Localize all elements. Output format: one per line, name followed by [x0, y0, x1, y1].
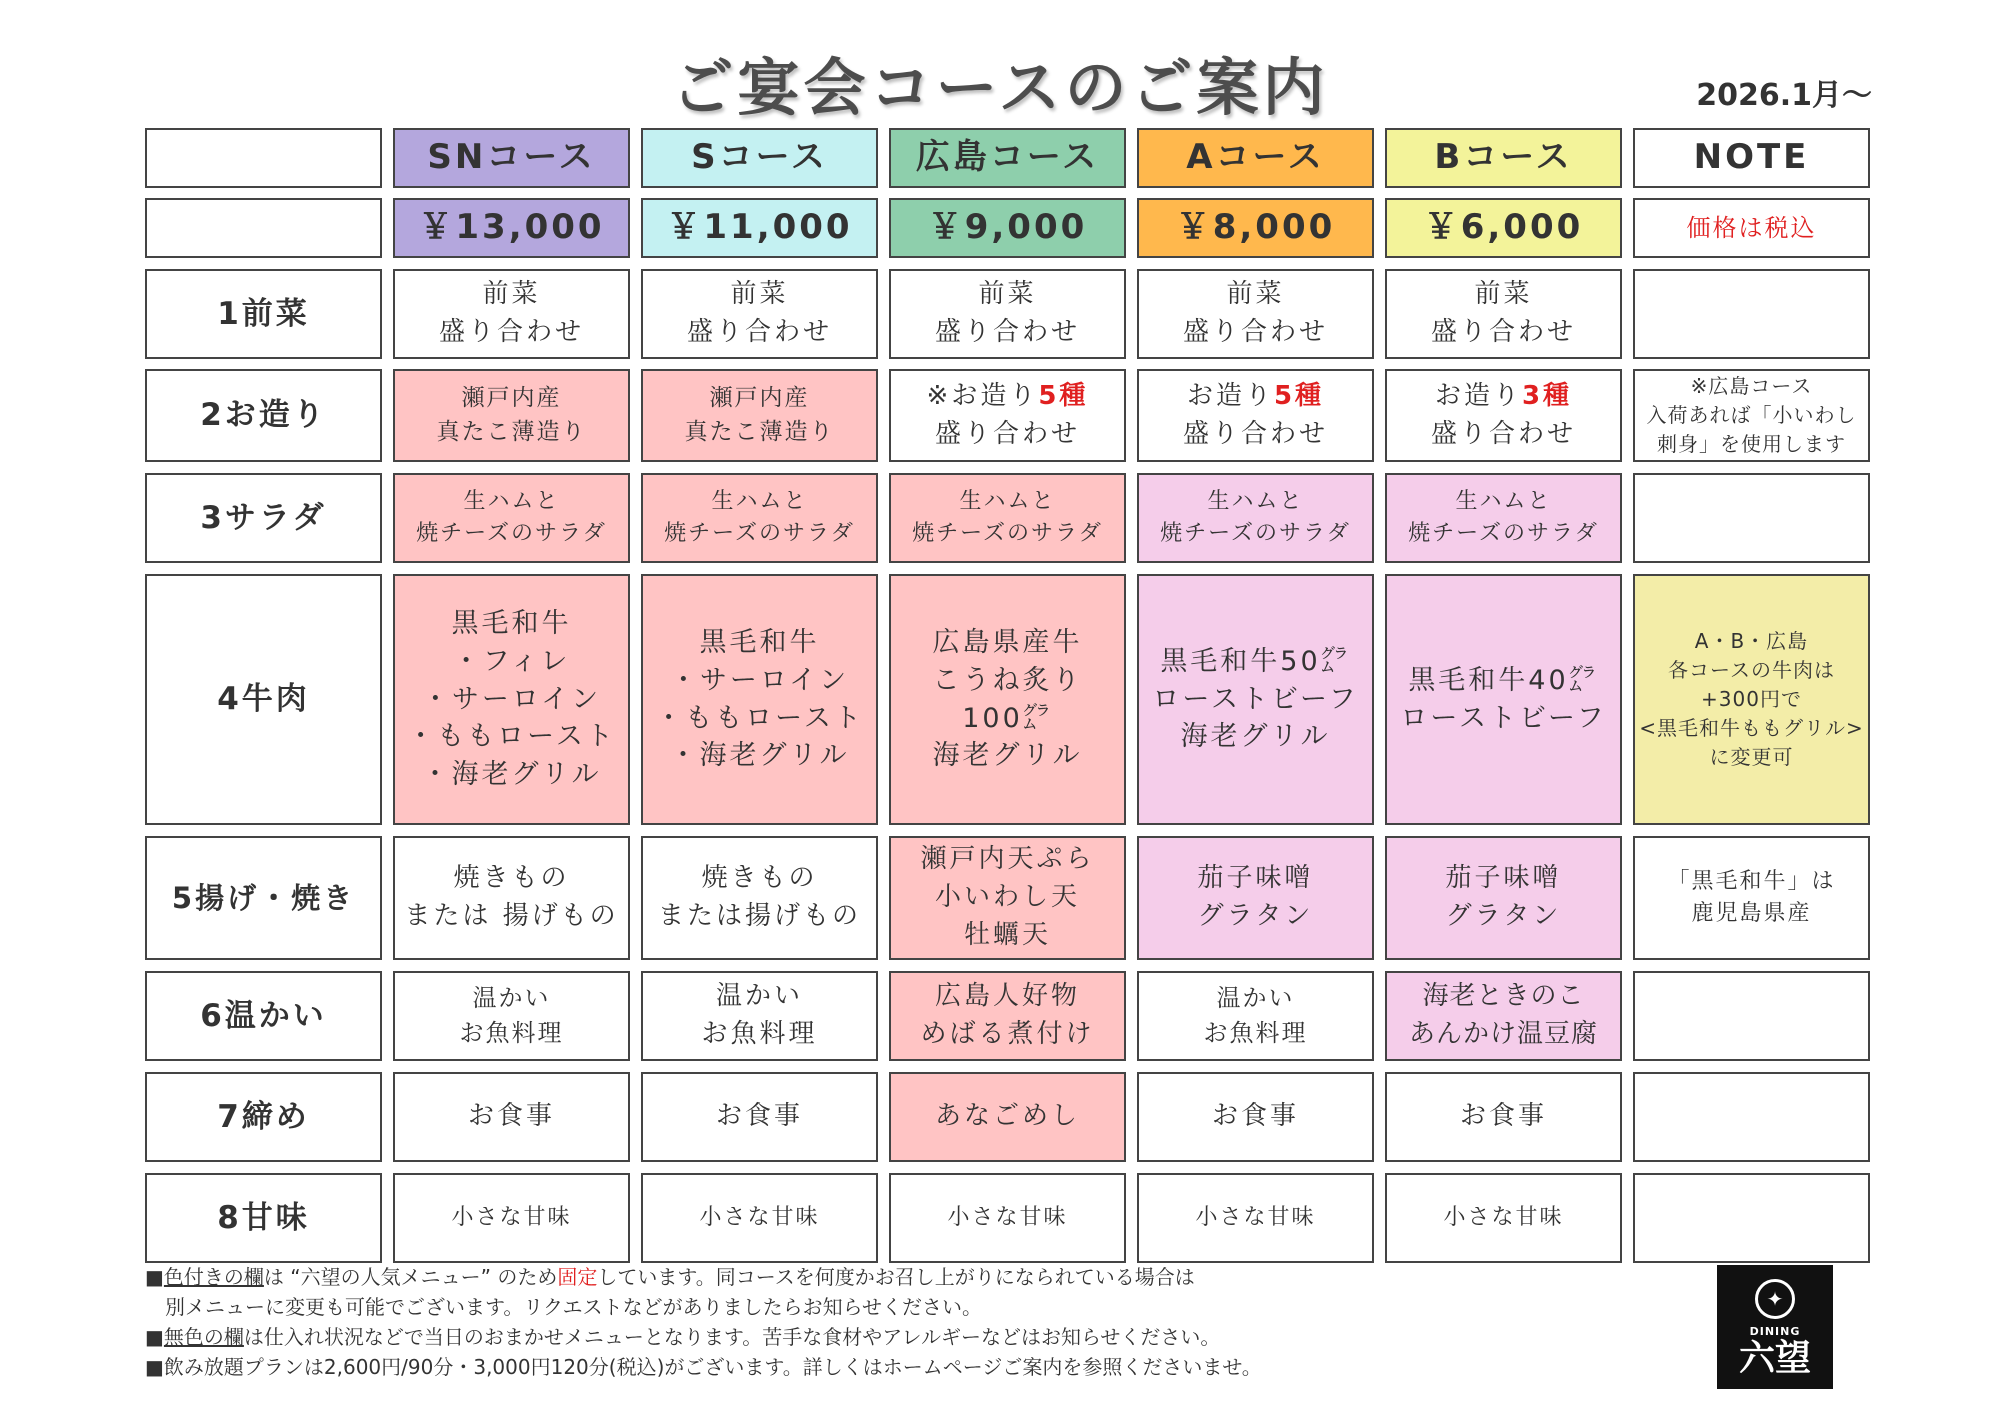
dessert-b: 小さな甘味 [1385, 1173, 1622, 1263]
price-b: ￥6,000 [1385, 198, 1622, 258]
appetizer-a: 前菜 盛り合わせ [1137, 269, 1374, 359]
finish-note [1633, 1072, 1870, 1162]
beef-s: 黒毛和牛 ・サーロイン ・ももロースト ・海老グリル [641, 574, 878, 825]
finish-a: お食事 [1137, 1072, 1374, 1162]
row-label-sashimi: 2お造り [145, 369, 382, 462]
dessert-a: 小さな甘味 [1137, 1173, 1374, 1263]
salad-b: 生ハムと 焼チーズのサラダ [1385, 473, 1622, 563]
appetizer-hiroshima: 前菜 盛り合わせ [889, 269, 1126, 359]
beef-b: 黒毛和牛40㌘ ローストビーフ [1385, 574, 1622, 825]
appetizer-sn: 前菜 盛り合わせ [393, 269, 630, 359]
row-label-salad: 3サラダ [145, 473, 382, 563]
course-header-sn: SNコース [393, 128, 630, 188]
footer-line-4: ■飲み放題プランは2,600円/90分・3,000円120分(税込)がございます。詳しくはホームページご案内を参照くださいませ。 [145, 1355, 1262, 1379]
price-a: ￥8,000 [1137, 198, 1374, 258]
restaurant-logo [1717, 1265, 1833, 1389]
dessert-hiroshima: 小さな甘味 [889, 1173, 1126, 1263]
page-title: ご宴会コースのご案内 [671, 51, 1329, 124]
sashimi-hiroshima-line2: 盛り合わせ [934, 418, 1080, 449]
warm-hiroshima: 広島人好物 めばる煮付け [889, 971, 1126, 1061]
beef-note: A・B・広島 各コースの牛肉は +300円で <黒毛和牛ももグリル> に変更可 [1633, 574, 1870, 825]
warm-sn: 温かい お魚料理 [393, 971, 630, 1061]
finish-s: お食事 [641, 1072, 878, 1162]
appetizer-b: 前菜 盛り合わせ [1385, 269, 1622, 359]
course-header-note: NOTE [1633, 128, 1870, 188]
row-label-dessert: 8甘味 [145, 1173, 382, 1263]
dessert-sn: 小さな甘味 [393, 1173, 630, 1263]
footer-line-2: 別メニューに変更も可能でございます。リクエストなどがありましたらお知らせください。 [165, 1295, 982, 1319]
appetizer-note [1633, 269, 1870, 359]
dessert-s: 小さな甘味 [641, 1173, 878, 1263]
course-header-b: Bコース [1385, 128, 1622, 188]
price-label-cell [145, 198, 382, 258]
fried-hiroshima: 瀬戸内天ぷら 小いわし天 牡蠣天 [889, 836, 1126, 960]
salad-hiroshima: 生ハムと 焼チーズのサラダ [889, 473, 1126, 563]
logo-subtitle: DINING [1749, 1324, 1801, 1338]
fried-note: 「黒毛和牛」は 鹿児島県産 [1633, 836, 1870, 960]
warm-s: 温かい お魚料理 [641, 971, 878, 1061]
fried-a: 茄子味噌 グラタン [1137, 836, 1374, 960]
warm-b: 海老ときのこ あんかけ温豆腐 [1385, 971, 1622, 1061]
beef-a: 黒毛和牛50㌘ ローストビーフ 海老グリル [1137, 574, 1374, 825]
sashimi-a-line2: 盛り合わせ [1182, 418, 1328, 449]
finish-b: お食事 [1385, 1072, 1622, 1162]
beef-hiroshima: 広島県産牛 こうね炙り 100㌘ 海老グリル [889, 574, 1126, 825]
warm-a: 温かい お魚料理 [1137, 971, 1374, 1061]
corner-cell [145, 128, 382, 188]
sashimi-hiroshima-line1: ※お造り5種 [926, 380, 1089, 411]
salad-a: 生ハムと 焼チーズのサラダ [1137, 473, 1374, 563]
warm-note [1633, 971, 1870, 1061]
sashimi-sn: 瀬戸内産 真たこ薄造り [393, 369, 630, 462]
crest-icon: ✦ [1755, 1279, 1795, 1319]
row-label-appetizer: 1前菜 [145, 269, 382, 359]
appetizer-s: 前菜 盛り合わせ [641, 269, 878, 359]
dessert-note [1633, 1173, 1870, 1263]
date-label: 2026.1月〜 [1696, 78, 1872, 113]
sashimi-hiroshima [889, 369, 1126, 462]
row-label-finish: 7締め [145, 1072, 382, 1162]
price-note: 価格は税込 [1633, 198, 1870, 258]
row-label-beef: 4牛肉 [145, 574, 382, 825]
salad-s: 生ハムと 焼チーズのサラダ [641, 473, 878, 563]
sashimi-b [1385, 369, 1622, 462]
course-header-a: Aコース [1137, 128, 1374, 188]
finish-sn: お食事 [393, 1072, 630, 1162]
sashimi-note: ※広島コース 入荷あれば「小いわし 刺身」を使用します [1633, 369, 1870, 462]
footer-notes [145, 1262, 1262, 1382]
row-label-fried: 5揚げ・焼き [145, 836, 382, 960]
fried-b: 茄子味噌 グラタン [1385, 836, 1622, 960]
finish-hiroshima: あなごめし [889, 1072, 1126, 1162]
sashimi-a [1137, 369, 1374, 462]
footer-line-3: ■無色の欄は仕入れ状況などで当日のおまかせメニューとなります。苦手な食材やアレルギーなどはお知らせください。 [145, 1325, 1221, 1349]
salad-sn: 生ハムと 焼チーズのサラダ [393, 473, 630, 563]
price-sn: ￥13,000 [393, 198, 630, 258]
sashimi-b-line1: お造り3種 [1434, 380, 1573, 411]
salad-note [1633, 473, 1870, 563]
price-hiroshima: ￥9,000 [889, 198, 1126, 258]
footer-line-1: ■色付きの欄は “六望の人気メニュー” のため固定しています。同コースを何度かお召し上がりになられている場合は [145, 1265, 1195, 1289]
sashimi-a-line1: お造り5種 [1186, 380, 1325, 411]
fried-sn: 焼きもの または 揚げもの [393, 836, 630, 960]
sashimi-s: 瀬戸内産 真たこ薄造り [641, 369, 878, 462]
course-header-s: Sコース [641, 128, 878, 188]
fried-s: 焼きもの または揚げもの [641, 836, 878, 960]
price-s: ￥11,000 [641, 198, 878, 258]
beef-sn: 黒毛和牛 ・フィレ ・サーロイン ・ももロースト ・海老グリル [393, 574, 630, 825]
course-header-hiroshima: 広島コース [889, 128, 1126, 188]
logo-name: 六望 [1738, 1336, 1811, 1379]
sashimi-b-line2: 盛り合わせ [1430, 418, 1576, 449]
row-label-warm: 6温かい [145, 971, 382, 1061]
